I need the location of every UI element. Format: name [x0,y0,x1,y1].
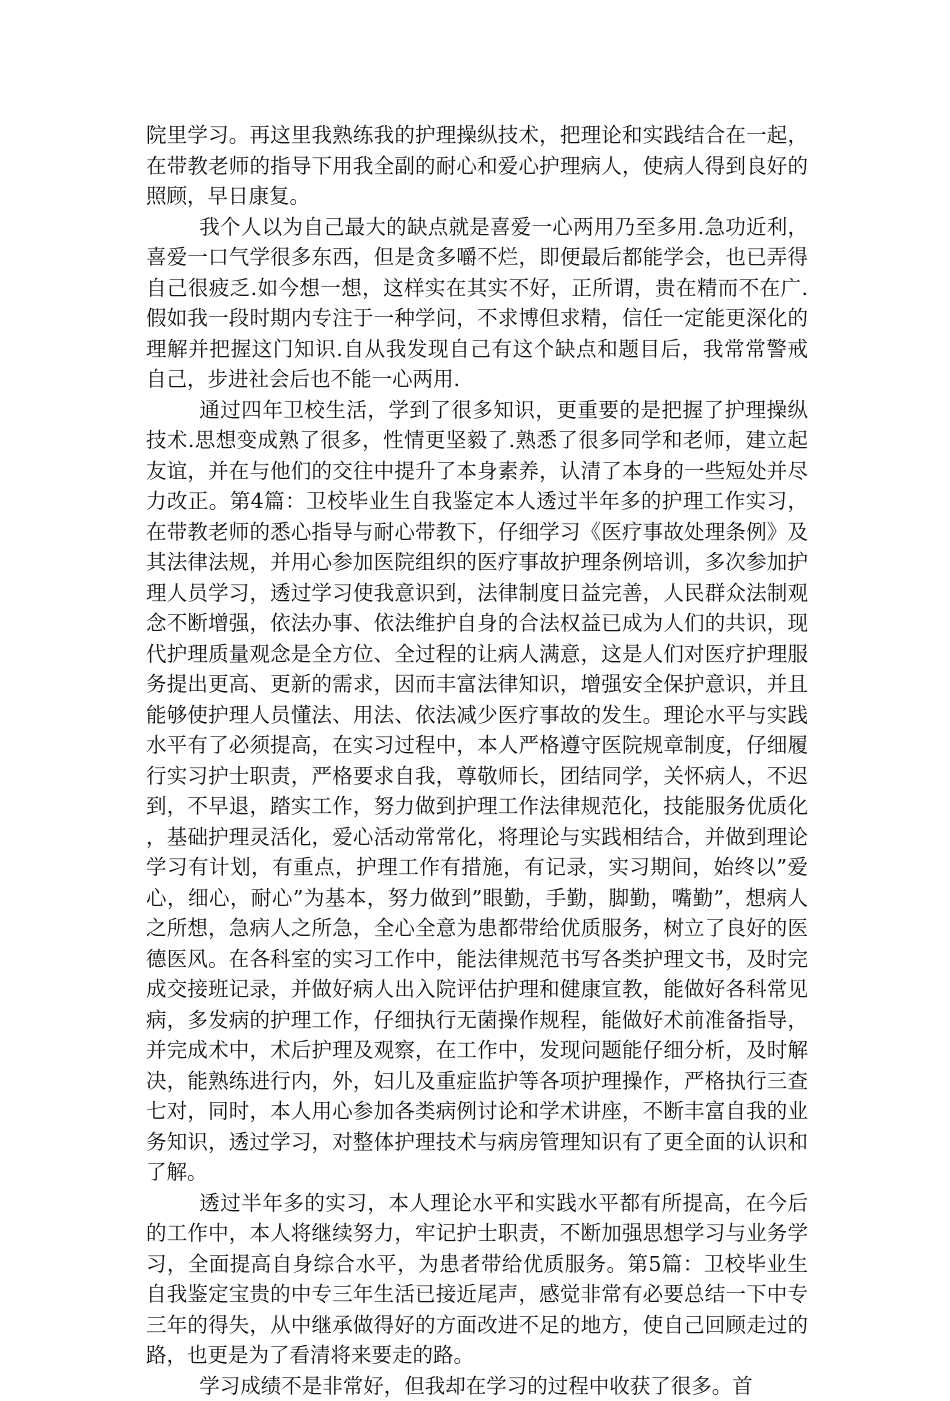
paragraph-2: 我个人以为自己最大的缺点就是喜爱一心两用乃至多用.急功近利，喜爱一口气学很多东西，但是贪多嚼不烂，即便最后都能学会，也已弄得自己很疲乏.如今想一想，这样实在其实不好，正所谓，贵在精而不在广.假如我一段时期内专注于一种学问，不求博但求精，信任一定能更深化的理解并把握这门知识.自从我发现自己有这个缺点和题目后，我常常警戒自己，步进社会后也不能一心两用. [146,212,808,395]
paragraph-4: 透过半年多的实习，本人理论水平和实践水平都有所提高，在今后的工作中，本人将继续努力，牢记护士职责，不断加强思想学习与业务学习，全面提高自身综合水平，为患者带给优质服务。第5篇：卫校毕业生自我鉴定宝贵的中专三年生活已接近尾声，感觉非常有必要总结一下中专三年的得失，从中继承做得好的方面改进不足的地方，使自己回顾走过的路，也更是为了看清将来要走的路。 [146,1188,808,1371]
paragraph-1: 院里学习。再这里我熟练我的护理操纵技术，把理论和实践结合在一起，在带教老师的指导下用我全副的耐心和爱心护理病人，使病人得到良好的照顾，早日康复。 [146,120,808,212]
document-page [146,120,808,1401]
paragraph-5: 学习成绩不是非常好，但我却在学习的过程中收获了很多。首 [146,1371,808,1401]
paragraph-3: 通过四年卫校生活，学到了很多知识，更重要的是把握了护理操纵技术.思想变成熟了很多，性情更坚毅了.熟悉了很多同学和老师，建立起友谊，并在与他们的交往中提升了本身素养，认清了本身的一些短处并尽力改正。第4篇：卫校毕业生自我鉴定本人透过半年多的护理工作实习，在带教老师的悉心指导与耐心带教下，仔细学习《医疗事故处理条例》及其法律法规，并用心参加医院组织的医疗事故护理条例培训，多次参加护理人员学习，透过学习使我意识到，法律制度日益完善，人民群众法制观念不断增强，依法办事、依法维护自身的合法权益已成为人们的共识，现代护理质量观念是全方位、全过程的让病人满意，这是人们对医疗护理服务提出更高、更新的需求，因而丰富法律知识，增强安全保护意识，并且能够使护理人员懂法、用法、依法减少医疗事故的发生。理论水平与实践水平有了必须提高，在实习过程中，本人严格遵守医院规章制度，仔细履行实习护士职责，严格要求自我，尊敬师长，团结同学，关怀病人，不迟到，不早退，踏实工作，努力做到护理工作法律规范化，技能服务优质化，基础护理灵活化，爱心活动常常化，将理论与实践相结合，并做到理论学习有计划，有重点，护理工作有措施，有记录，实习期间，始终以”爱心，细心，耐心”为基本，努力做到”眼勤，手勤，脚勤，嘴勤”，想病人之所想，急病人之所急，全心全意为患都带给优质服务，树立了良好的医德医风。在各科室的实习工作中，能法律规范书写各类护理文书，及时完成交接班记录，并做好病人出入院评估护理和健康宣教，能做好各科常见病，多发病的护理工作，仔细执行无菌操作规程，能做好术前准备指导，并完成术中，术后护理及观察，在工作中，发现问题能仔细分析，及时解决，能熟练进行内，外，妇儿及重症监护等各项护理操作，严格执行三查七对，同时，本人用心参加各类病例讨论和学术讲座，不断丰富自我的业务知识，透过学习，对整体护理技术与病房管理知识有了更全面的认识和了解。 [146,395,808,1188]
